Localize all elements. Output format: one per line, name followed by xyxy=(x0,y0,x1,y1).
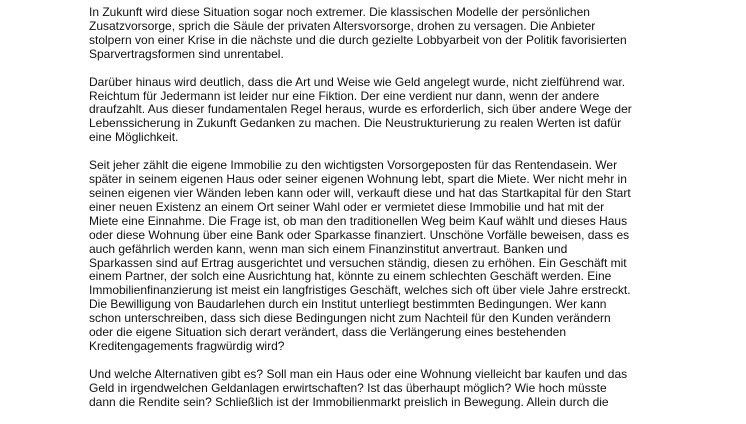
document-page xyxy=(89,6,664,424)
text-line: Immobilienfinanzierung ist meist ein langfristiges Geschäft, welches sich oft über viele Jahre erstreckt. xyxy=(89,283,631,298)
text-line: In Zukunft wird diese Situation sogar noch extremer. Die klassischen Modelle der persönlichen xyxy=(89,5,590,19)
text-line: Seit jeher zählt die eigene Immobilie zu den wichtigsten Vorsorgeposten für das Rentendasein. Wer xyxy=(89,158,618,173)
text-line: Sparvertragsformen sind unrentabel. xyxy=(89,46,284,61)
text-line: auch gefährlich werden kann, wenn man sich einem Finanzinstitut anvertraut. Banken und xyxy=(89,241,568,256)
text-line: Miete eine Einnahme. Die Frage ist, ob man den traditionellen Weg beim Kauf wählt und dieses Haus xyxy=(89,213,628,228)
text-line: seinen eigenen vier Wänden leben kann oder will, verkauft diese und hat das Startkapital für den Start xyxy=(89,185,631,200)
text-line: oder die eigene Situation sich derart verändert, dass die Verlängerung eines bestehenden xyxy=(89,325,566,340)
text-line: Reichtum für Jedermann ist leider nur eine Fiktion. Der eine verdient nur dann, wenn der andere xyxy=(89,88,600,103)
text-line: Darüber hinaus wird deutlich, dass die Art und Weise wie Geld angelegt wurde, nicht zielführend war. xyxy=(89,74,626,89)
text-line: Zusatzvorsorge, sprich die Säule der privaten Altersvorsorge, drohen zu versagen. Die Anbieter xyxy=(89,18,596,33)
text-line: stolpern von einer Krise in die nächste und die durch gezielte Lobbyarbeit von der Politik favorisierten xyxy=(89,32,627,47)
paragraph-1 xyxy=(89,6,664,62)
text-line: schon unterschreiben, dass sich diese Bedingungen nicht zum Nachteil für den Kunden verändern xyxy=(89,311,611,326)
text-line: oder diese Wohnung über eine Bank oder Sparkasse finanziert. Unschöne Vorfälle beweisen, dass es xyxy=(89,227,630,242)
text-line: Und welche Alternativen gibt es? Soll man ein Haus oder eine Wohnung vielleicht bar kaufen und das xyxy=(89,366,628,381)
text-line: einem Partner, der solch eine Ausrichtung hat, könnte zu einem schlechten Geschäft werden. Eine xyxy=(89,269,612,284)
text-line: Kreditengagements fragwürdig wird? xyxy=(89,338,285,353)
paragraph-4 xyxy=(89,368,664,410)
text-line: draufzahlt. Aus dieser fundamentalen Regel heraus, wurde es erforderlich, sich über andere Wege der xyxy=(89,102,632,117)
paragraph-2 xyxy=(89,76,664,146)
text-line: Lebenssicherung in Zukunft Gedanken zu machen. Die Neustrukturierung zu realen Werten ist dafür xyxy=(89,116,622,131)
text-line: Geld in irgendwelchen Geldanlagen erwirtschaften? Ist das überhaupt möglich? Wie hoch müsste xyxy=(89,380,607,395)
text-line: eine Möglichkeit. xyxy=(89,130,179,145)
text-line: Die Bewilligung von Baudarlehen durch ein Institut unterliegt bestimmten Bedingungen. Wer kann xyxy=(89,297,607,312)
paragraph-3 xyxy=(89,159,664,354)
text-line: Sparkassen sind auf Ertrag ausgerichtet und versuchen ständig, diesen zu erhöhen. Ein Geschäft mit xyxy=(89,255,627,270)
text-line: einer neuen Existenz an einem Ort seiner Wahl oder er vermietet diese Immobilie und hat mit der xyxy=(89,199,605,214)
text-line: später in seinem eigenen Haus oder seiner eigenen Wohnung lebt, spart die Miete. Wer nicht mehr in xyxy=(89,172,627,187)
text-line: dann die Rendite sein? Schließlich ist der Immobilienmarkt preislich in Bewegung. Allein durch die xyxy=(89,394,609,409)
